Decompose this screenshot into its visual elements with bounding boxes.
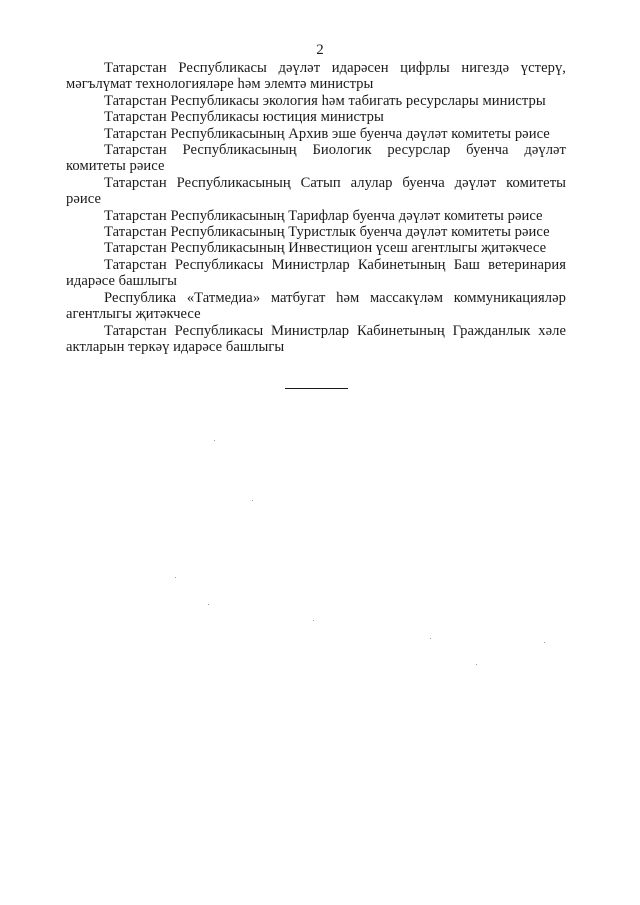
- list-item: Татарстан Республикасы экология һәм табигать ресурслары министры: [104, 92, 546, 109]
- separator-line: [285, 388, 348, 389]
- list-item: Татарстан Республикасының Биологик ресурслар буенча дәүләт комитеты рәисе: [66, 142, 566, 175]
- list-item: Татарстан Республикасының Тарифлар буенча дәүләт комитеты рәисе: [104, 207, 543, 224]
- page-number: 2: [316, 42, 324, 58]
- scan-speck: [175, 577, 176, 578]
- scan-speck: [252, 500, 253, 501]
- scan-speck: [544, 642, 545, 643]
- list-item: Республика «Татмедиа» матбугат һәм массакүләм коммуникацияләр агентлыгы җитәкчесе: [66, 289, 566, 323]
- list-item: Татарстан Республикасының Туристлык буенча дәүләт комитеты рәисе: [104, 224, 550, 241]
- list-item: Татарстан Республикасының Архив эше буенча дәүләт комитеты рәисе: [104, 125, 550, 142]
- scan-speck: [476, 664, 477, 665]
- scan-speck: [208, 604, 209, 605]
- list-item: Татарстан Республикасының Инвестицион үсеш агентлыгы җитәкчесе: [104, 240, 547, 257]
- list-item: Татарстан Республикасы Министрлар Кабинетының Баш ветеринария идарәсе башлыгы: [66, 256, 566, 290]
- list-item: Татарстан Республикасы Министрлар Кабинетының Гражданлык хәле актларын теркәү идарәсе башлыгы: [66, 322, 566, 355]
- scan-speck: [430, 638, 431, 639]
- list-item: Татарстан Республикасы дәүләт идарәсен цифрлы нигездә үстерү, мәгълүмат технологияләре һәм элемтә министры: [66, 60, 566, 93]
- scan-speck: [214, 440, 215, 441]
- list-item: Татарстан Республикасы юстиция министры: [104, 109, 384, 126]
- scan-speck: [313, 620, 314, 621]
- recipient-list: [66, 60, 566, 355]
- list-item: Татарстан Республикасының Сатып алулар буенча дәүләт комитеты рәисе: [66, 174, 566, 208]
